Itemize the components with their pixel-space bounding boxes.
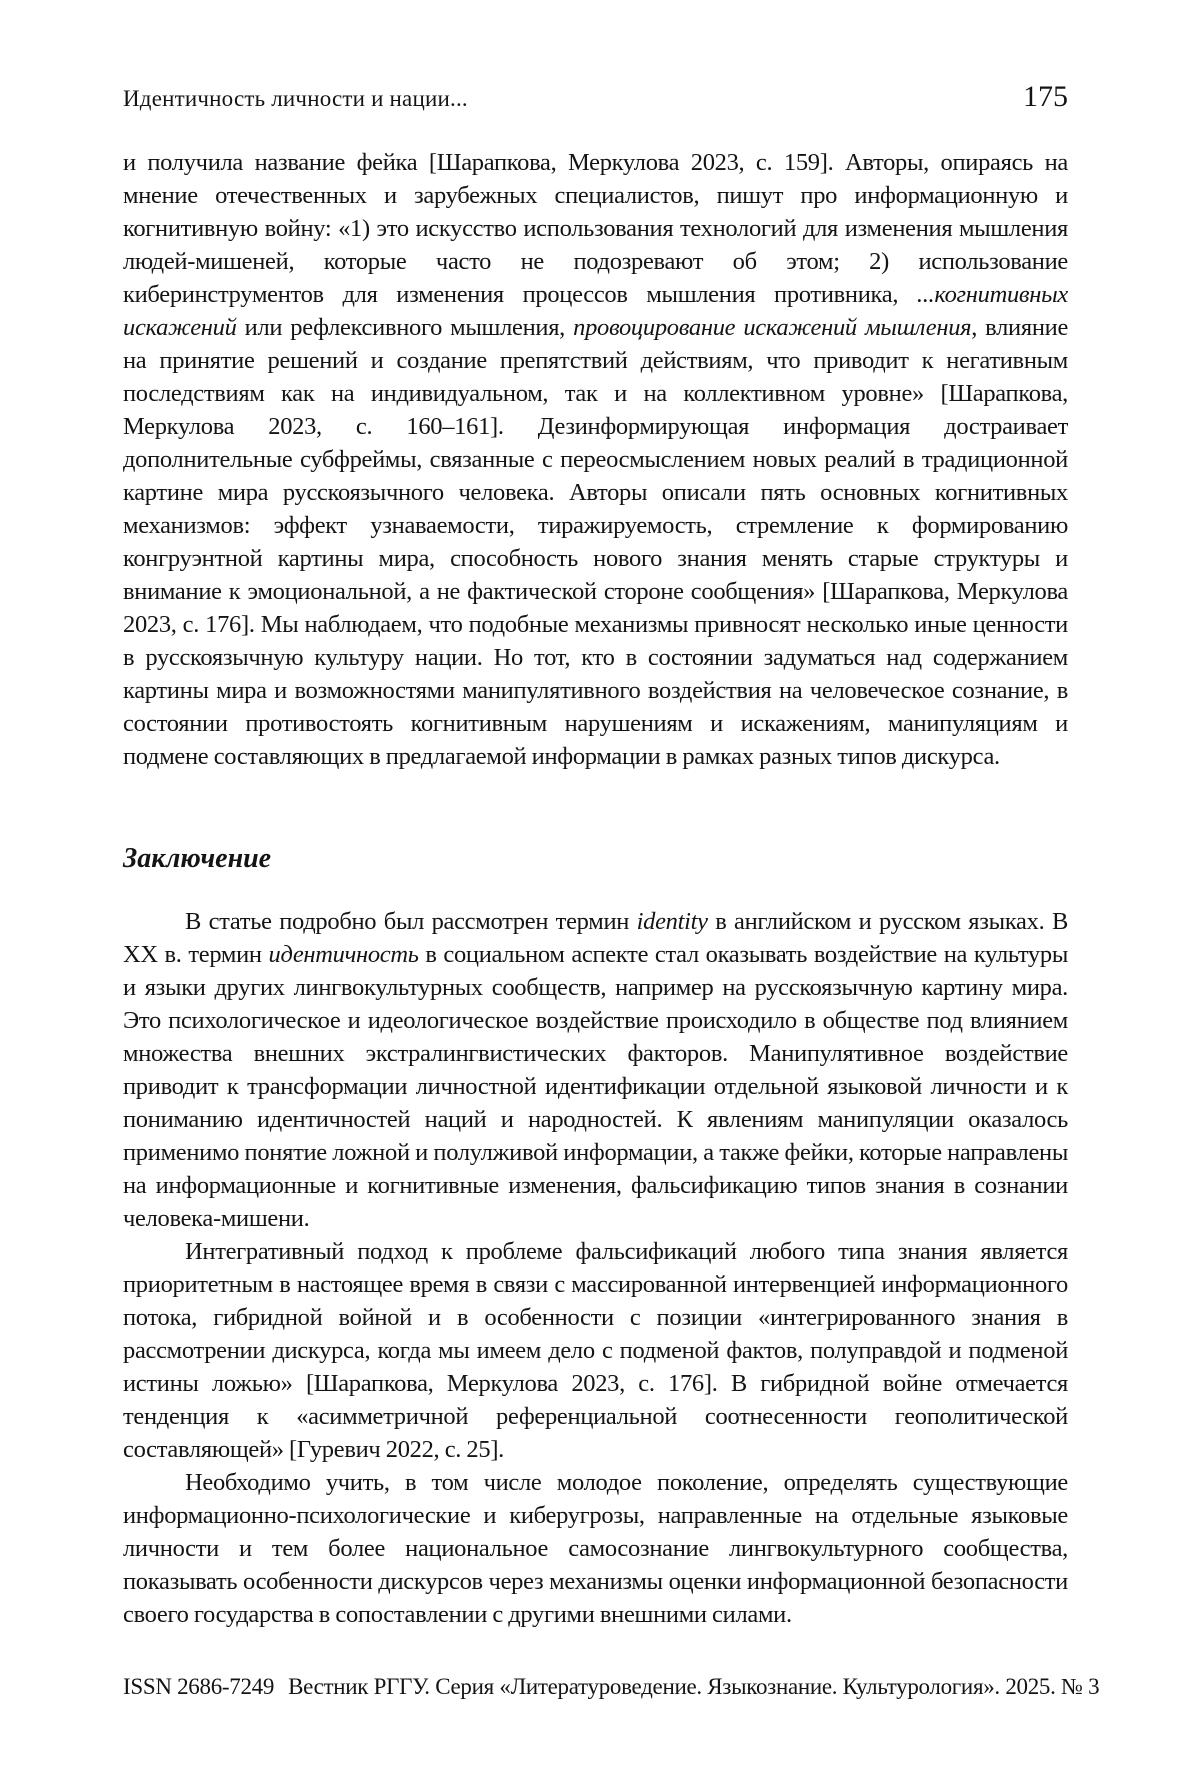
running-header-title: Идентичность личности и нации... xyxy=(123,86,468,111)
conclusion-section xyxy=(123,842,1068,1631)
conclusion-paragraph-3: Необходимо учить, в том числе молодое поколение, определять существующие информационно-психологические и киберугрозы, направленные на отдельные языковые личности и тем более национальное самосознание лингвокультурного сообщества, показывать особенности дискурсов через механизмы оценки информационной безопасности своего государства в сопоставлении с другими внешними силами. xyxy=(123,1469,1068,1628)
running-header xyxy=(123,80,1068,114)
conclusion-paragraph-1: В статье подробно был рассмотрен термин identity в английском и русском языках. В XX в. термин идентичность в социальном аспекте стал оказывать воздействие на культуры и языки других лингвокультурных сообществ, например на русскоязычную картину мира. Это психологическое и идеологическое воздействие происходило в обществе под влиянием множества внешних экстралингвистических факторов. Манипулятивное воздействие приводит к трансформации личностной идентификации отдельной языковой личности и к пониманию идентичностей наций и народностей. К явлениям манипуляции оказалось применимо понятие ложной и полулживой информации, а также фейки, которые направлены на информационные и когнитивные изменения, фальсификацию типов знания в сознании человека-мишени. xyxy=(123,908,1068,1232)
page-number: 175 xyxy=(1023,80,1068,113)
section-heading: Заключение xyxy=(123,843,272,874)
conclusion-paragraph-2: Интегративный подход к проблеме фальсификаций любого типа знания является приоритетным в настоящее время в связи с массированной интервенцией информационного потока, гибридной войной и в особенности с позиции «интегрированного знания в рассмотрении дискурса, когда мы имеем дело с подменой фактов, полуправдой и подменой истины ложью» [Шарапкова, Меркулова 2023, с. 176]. В гибридной войне отмечается тенденция к «асимметричной референциальной соотнесенности геополитической составляющей» [Гуревич 2022, с. 25]. xyxy=(123,1238,1068,1463)
page-footer xyxy=(123,1674,1100,1700)
footer-issn: ISSN 2686-7249 xyxy=(123,1674,275,1699)
footer-journal-line: Вестник РГГУ. Серия «Литературоведение. Языкознание. Культурология». 2025. № 3 xyxy=(288,1674,1100,1699)
paragraph-continuation: и получила название фейка [Шарапкова, Меркулова 2023, с. 159]. Авторы, опираясь на мнение отечественных и зарубежных специалистов, пишут про информационную и когнитивную войну: «1) это искусство использования технологий для изменения мышления людей-мишеней, которые часто не подозревают об этом; 2) использование киберинструментов для изменения процессов мышления противника, ...когнитивных искажений или рефлексивного мышления, провоцирование искажений мышления, влияние на принятие решений и создание препятствий действиям, что приводит к негативным последствиям как на индивидуальном, так и на коллективном уровне» [Шарапкова, Меркулова 2023, с. 160–161]. Дезинформирующая информация достраивает дополнительные субфреймы, связанные с переосмыслением новых реалий в традиционной картине мира русскоязычного человека. Авторы описали пять основных когнитивных механизмов: эффект узнаваемости, тиражируемость, стремление к формированию конгруэнтной картины мира, способность нового знания менять старые структуры и внимание к эмоциональной, а не фактической стороне сообщения» [Шарапкова, Меркулова 2023, с. 176]. Мы наблюдаем, что подобные механизмы привносят несколько иные ценности в русскоязычную культуру нации. Но тот, кто в состоянии задуматься над содержанием картины мира и возможностями манипулятивного воздействия на человеческое сознание, в состоянии противостоять когнитивным нарушениям и искажениям, манипуляциям и подмене составляющих в предлагаемой информации в рамках разных типов дискурса. xyxy=(123,149,1069,770)
